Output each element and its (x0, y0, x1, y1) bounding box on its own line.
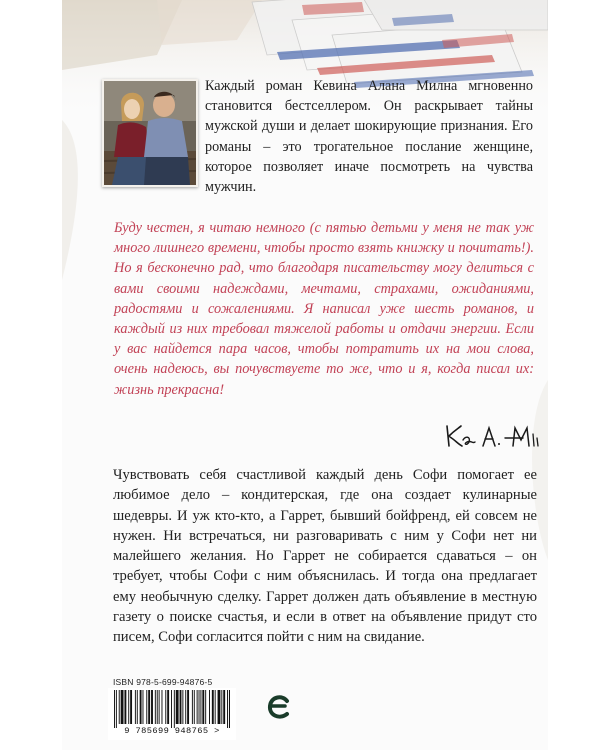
barcode-bar (114, 690, 115, 728)
barcode-bar (121, 690, 124, 724)
barcode-bar (223, 690, 225, 724)
barcode-bar (116, 690, 117, 728)
barcode-bar (215, 690, 216, 724)
barcode-bar (180, 690, 182, 724)
barcode-bar (162, 690, 163, 724)
barcode-bar (221, 690, 222, 724)
barcode-bar (137, 690, 138, 724)
barcode-bar (205, 690, 206, 724)
barcode-bar (165, 690, 166, 724)
barcode-bar (130, 690, 132, 724)
barcode-bar (209, 690, 210, 724)
barcode-bars (114, 690, 230, 728)
barcode-bar (151, 690, 153, 724)
barcode-bar (128, 690, 129, 724)
author-couple-image (104, 81, 196, 185)
barcode-bar (187, 690, 189, 724)
barcode-bar (192, 690, 193, 724)
barcode-bar (140, 690, 142, 724)
barcode-bar (171, 690, 172, 728)
barcode-bar (200, 690, 201, 724)
author-signature (443, 420, 543, 450)
barcode-bar (167, 690, 169, 724)
barcode-bar (212, 690, 214, 724)
author-bio: Каждый роман Кевина Алана Милна мгновенно становится бестселлером. Он раскрывает тайны мужской души и делает шокирующие признания. Его романы – это трогательное послание женщине, которое позволяет иначе посмотреть на чувства мужчин. (205, 78, 533, 196)
barcode-bar (176, 690, 179, 724)
barcode-bar (202, 690, 204, 724)
barcode-bar (124, 690, 126, 724)
barcode-bar (218, 690, 221, 724)
book-synopsis: Чувствовать себя счастливой каждый день Софи помогает ее любимое дело – кондитерская, где она создает кулинарные шедевры. И уж кто-кто, а Гаррет, бывший бойфренд, ей совсем не нужен. Ни встречаться, ни разговаривать с ним у Софи нет ни малейшего желания. Но Гаррет не собирается сдаваться – он требует, чтобы Софи с ним объяснилась. И тогда она предлагает ему необычную сделку. Гаррет должен дать объявление в местную газету о поиске счастья, и если в ответ на объявление придут сто писем, Софи согласится пойти с ним на свидание. (113, 467, 537, 646)
barcode-bar (197, 690, 198, 724)
barcode-bar (159, 690, 160, 724)
barcode-bar (155, 690, 156, 724)
barcode-bar (143, 690, 144, 724)
barcode-bar (135, 690, 136, 724)
barcode-bar (194, 690, 195, 724)
isbn-label: ISBN 978-5-699-94876-5 (113, 677, 213, 687)
barcode-bar (229, 690, 230, 728)
barcode-bar (146, 690, 147, 724)
author-photo (102, 79, 198, 187)
barcode-bar (182, 690, 183, 724)
barcode-bar (185, 690, 186, 724)
barcode-bar (199, 690, 200, 724)
barcode-bar (157, 690, 158, 724)
author-quote: Буду честен, я читаю немного (с пятью детьми у меня не так уж много лишнего времени, чтобы просто взять книжку и почитать!). Но я бесконечно рад, что благодаря писательству могу делиться с вами своими надеждами, мечтами, страхами, ожиданиями, радостями и сожалениями. Я написал уже шесть романов, и каждый из них требовал тяжелой работы и отдачи энергии. Если у вас найдется пара часов, чтобы потратить их на мои слова, очень надеюсь, вы почувствуете то же, что и я, когда писал их: жизнь прекрасна! (114, 220, 534, 398)
barcode-bar (119, 690, 120, 724)
book-back-cover (62, 0, 548, 750)
eksmo-logo-icon (265, 693, 293, 721)
barcode-bar (148, 690, 150, 724)
barcode-bar (227, 690, 228, 728)
barcode-digits: 9 785699 948765 > (124, 726, 220, 736)
barcode (108, 688, 236, 740)
barcode-bar (174, 690, 175, 728)
